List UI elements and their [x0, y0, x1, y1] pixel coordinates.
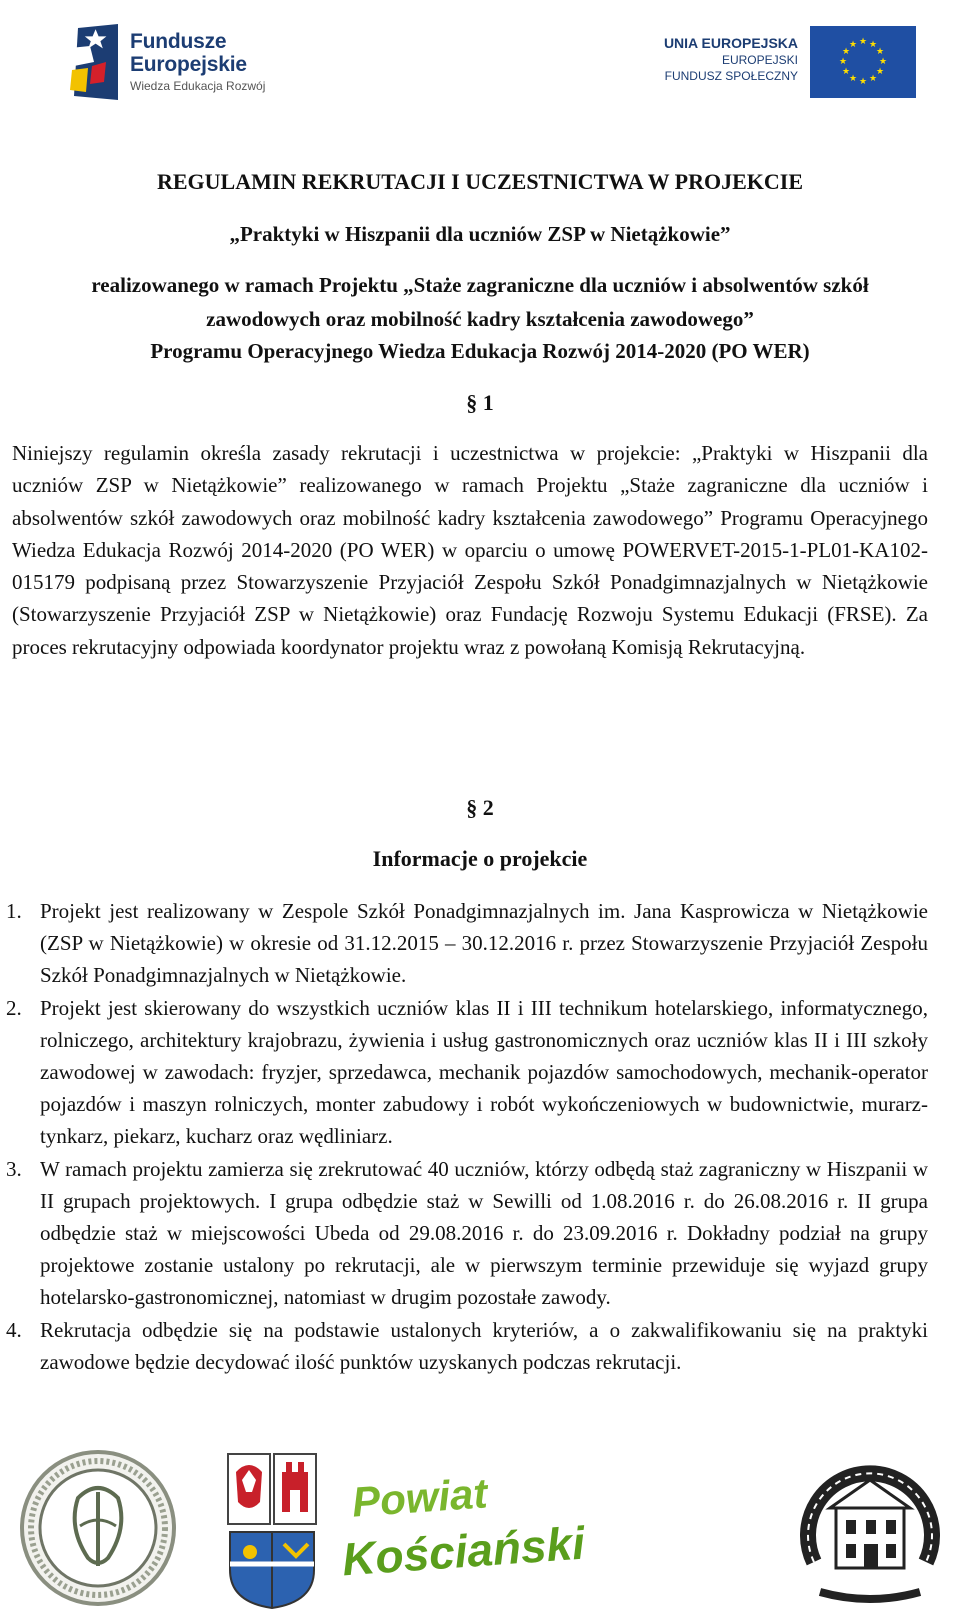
- list-item-text: Rekrutacja odbędzie się na podstawie ustalonych kryteriów, a o zakwalifikowaniu się na praktyki zawodowe będzie decydować ilość punktów uzyskanych podczas rekrutacji.: [40, 1317, 928, 1374]
- svg-text:★: ★: [848, 40, 858, 50]
- list-item-text: Projekt jest realizowany w Zespole Szkół Ponadgimnazjalnych im. Jana Kasprowicza w Nietążkowie (ZSP w Nietążkowie) w okresie od 31.12.2015 – 30.12.2016 r. przez Stowarzyszenie Przyjaciół Zespołu Szkół Ponadgimnazjalnych w Nietążkowie.: [40, 899, 928, 988]
- list-item: [0, 992, 928, 1153]
- ue-logo-line3: FUNDUSZ SPOŁECZNY: [664, 69, 798, 83]
- section-1-heading: § 1: [466, 390, 494, 415]
- context-line-2: zawodowych oraz mobilność kadry kształcenia zawodowego”: [206, 307, 754, 331]
- svg-text:★: ★: [868, 74, 878, 84]
- ue-logo-line1: UNIA EUROPEJSKA: [663, 35, 798, 51]
- svg-text:★: ★: [868, 40, 878, 50]
- coat-of-arms-icon: [226, 1452, 318, 1610]
- list-item-text: W ramach projektu zamierza się zrekrutować 40 uczniów, którzy odbędą staż zagraniczny w Hiszpanii w II grupach projektowych. I grupa odbędzie staż w Sewilli od 1.08.2016 r. do 26.08.2016 r. II grupa odbędzie staż w miejscowości Ubeda od 29.08.2016 r. do 23.09.2016 r. Dokładny podział na grupy projektowe zostanie ustalony po rekrutacji, ale w pierwszym terminie przewiduje się wyjazd grupy hotelarsko-gastronomicznej, natomiast w drugim pozostałe zawody.: [40, 1156, 928, 1310]
- list-item-number: 2.: [6, 995, 22, 1020]
- fe-logo-line1: Fundusze: [130, 30, 227, 53]
- fundusze-europejskie-symbol-icon: [68, 22, 124, 100]
- powiat-koscianski-logo: [336, 1462, 587, 1602]
- svg-text:★: ★: [858, 77, 868, 87]
- document-subtitle: „Praktyki w Hiszpanii dla uczniów ZSP w Nietążkowie”: [229, 222, 731, 246]
- fundusze-europejskie-logo: [68, 22, 308, 102]
- svg-text:★: ★: [858, 37, 868, 47]
- list-item: [0, 895, 928, 992]
- svg-text:★: ★: [841, 67, 851, 77]
- project-info-list: [0, 895, 960, 1378]
- svg-text:★: ★: [841, 47, 851, 57]
- ue-logo-line2: EUROPEJSKI: [721, 53, 798, 67]
- powiat-logo-line1: Powiat: [350, 1469, 489, 1526]
- svg-text:★: ★: [875, 67, 885, 77]
- list-item-number: 4.: [6, 1317, 22, 1342]
- powiat-logo-line2: Kościański: [340, 1516, 587, 1586]
- list-item-number: 1.: [6, 899, 22, 923]
- list-item-number: 3.: [6, 1156, 22, 1181]
- list-item: [0, 1314, 928, 1378]
- svg-text:★: ★: [875, 47, 885, 57]
- svg-text:★: ★: [838, 57, 848, 67]
- context-line-1: realizowanego w ramach Projektu „Staże zagraniczne dla uczniów i absolwentów szkół: [91, 273, 869, 297]
- context-line-3: Programu Operacyjnego Wiedza Edukacja Rozwój 2014-2020 (PO WER): [150, 339, 810, 363]
- svg-text:★: ★: [878, 57, 888, 67]
- fe-logo-line2: Europejskie: [130, 53, 247, 76]
- document-title: REGULAMIN REKRUTACJI I UCZESTNICTWA W PROJEKCIE: [156, 169, 804, 194]
- association-seal-icon: [18, 1448, 178, 1608]
- school-emblem-icon: [800, 1442, 940, 1612]
- fe-logo-line3: Wiedza Edukacja Rozwój: [130, 79, 266, 93]
- section-2-heading: § 2: [466, 795, 494, 820]
- svg-text:★: ★: [848, 74, 858, 84]
- eu-flag-icon: [810, 26, 916, 98]
- list-item-text: Projekt jest skierowany do wszystkich uczniów klas II i III technikum hotelarskiego, informatycznego, rolniczego, architektury krajobrazu, żywienia i usług gastronomicznych oraz uczniów klas II i III szkoły zawodowej w zawodach: fryzjer, sprzedawca, mechanik pojazdów samochodowych, mechanik-operator pojazdów i maszyn rolniczych, monter zabudowy i robót wykończeniowych w budownictwie, murarz-tynkarz, piekarz, kucharz oraz wędliniarz.: [40, 995, 928, 1149]
- unia-europejska-logo: [646, 26, 916, 102]
- section-2-title: Informacje o projekcie: [372, 846, 588, 871]
- section-1-paragraph: Niniejszy regulamin określa zasady rekrutacji i uczestnictwa w projekcie: „Praktyki w Hiszpanii dla uczniów ZSP w Nietążkowie” realizowanego w ramach Projektu „Staże zagraniczne dla uczniów i absolwentów szkół zawodowych oraz mobilność kadry kształcenia zawodowego” Programu Operacyjnego Wiedza Edukacja Rozwój 2014-2020 (PO WER) w oparciu o umowę POWERVET-2015-1-PL01-KA102-015179 podpisaną przez Stowarzyszenie Przyjaciół Zespołu Szkół Ponadgimnazjalnych w Nietążkowie (Stowarzyszenie Przyjaciół ZSP w Nietążkowie) oraz Fundację Rozwoju Systemu Edukacji (FRSE). Za proces rekrutacyjny odpowiada koordynator projektu wraz z powołaną Komisją Rekrutacyjną.: [12, 441, 928, 659]
- list-item: [0, 1153, 928, 1314]
